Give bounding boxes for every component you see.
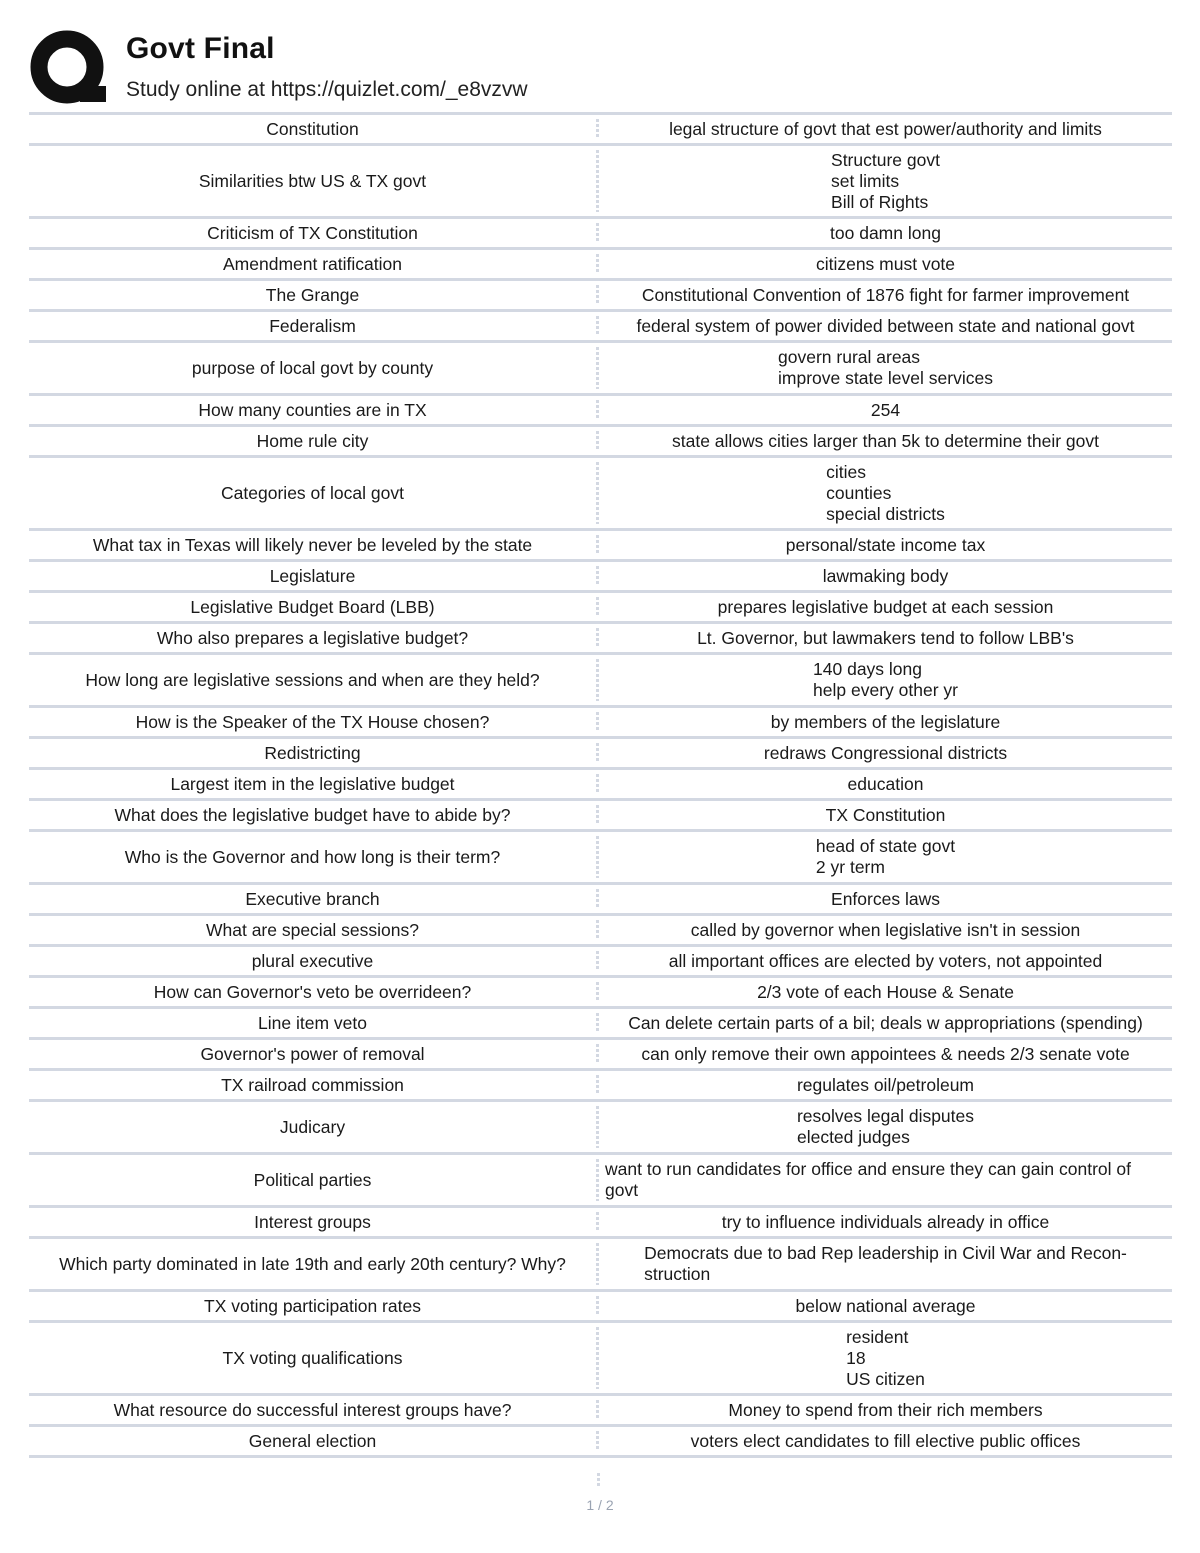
card-definition: want to run candidates for office and ensure they can gain control of govt	[605, 1159, 1131, 1200]
card-term: Home rule city	[256, 430, 369, 451]
card-row	[29, 593, 1172, 624]
card-row	[29, 885, 1172, 916]
card-definition-cell	[599, 531, 1172, 559]
card-row	[29, 947, 1172, 978]
card-definition-cell	[599, 1009, 1172, 1037]
card-definition: called by governor when legislative isn't in session	[690, 919, 1081, 940]
card-term: General election	[248, 1430, 377, 1451]
card-row	[29, 708, 1172, 739]
card-definition-cell	[599, 281, 1172, 309]
card-definition: 140 days long help every other yr	[813, 659, 958, 700]
card-definition: lawmaking body	[822, 565, 949, 586]
card-definition-cell	[599, 1155, 1172, 1205]
card-term: Largest item in the legislative budget	[170, 773, 455, 794]
card-definition: by members of the legislature	[770, 711, 1001, 732]
card-term: How is the Speaker of the TX House chosen?	[135, 711, 490, 732]
card-definition: head of state govt 2 yr term	[815, 836, 956, 877]
card-definition-cell	[599, 343, 1172, 393]
card-term: TX voting qualifications	[222, 1347, 403, 1368]
card-definition: 2/3 vote of each House & Senate	[757, 981, 1014, 1002]
card-definition: all important offices are elected by voters, not appointed	[668, 950, 1103, 971]
card-definition: personal/state income tax	[785, 534, 986, 555]
card-definition-cell	[599, 458, 1172, 528]
card-definition-cell	[599, 978, 1172, 1006]
card-definition-cell	[599, 1102, 1172, 1152]
card-definition-cell	[599, 1040, 1172, 1068]
card-definition: resident 18 US citizen	[846, 1326, 925, 1389]
card-definition-cell	[599, 1427, 1172, 1455]
flashcard-table	[29, 112, 1172, 1458]
card-row	[29, 343, 1172, 396]
card-term: Similarities btw US & TX govt	[198, 170, 427, 191]
card-row	[29, 1040, 1172, 1071]
card-row	[29, 562, 1172, 593]
card-definition-cell	[599, 1396, 1172, 1424]
card-row	[29, 1239, 1172, 1292]
card-term: How long are legislative sessions and when are they held?	[85, 669, 540, 690]
card-definition: citizens must vote	[815, 253, 956, 274]
page-number: 1 / 2	[586, 1497, 614, 1513]
card-definition: legal structure of govt that est power/authority and limits	[669, 118, 1102, 139]
card-definition-cell	[599, 562, 1172, 590]
card-term: Redistricting	[264, 742, 361, 763]
card-definition-cell	[599, 1239, 1172, 1289]
card-row	[29, 531, 1172, 562]
card-definition: Structure govt set limits Bill of Rights	[831, 149, 940, 212]
card-term: Legislative Budget Board (LBB)	[190, 596, 435, 617]
card-term: The Grange	[265, 284, 360, 305]
card-row	[29, 1208, 1172, 1239]
card-definition-cell	[599, 739, 1172, 767]
card-term: TX voting participation rates	[204, 1295, 421, 1316]
card-definition: resolves legal disputes elected judges	[796, 1106, 975, 1147]
card-definition-cell	[599, 250, 1172, 278]
quizlet-logo-icon	[30, 30, 108, 108]
card-definition-cell	[599, 885, 1172, 913]
card-row	[29, 250, 1172, 281]
card-definition: Money to spend from their rich members	[728, 1399, 1043, 1420]
card-definition: below national average	[795, 1295, 976, 1316]
card-definition-cell	[599, 770, 1172, 798]
card-definition: voters elect candidates to fill elective public offices	[690, 1430, 1081, 1451]
card-definition-cell	[599, 593, 1172, 621]
card-row	[29, 219, 1172, 250]
card-definition-cell	[599, 146, 1172, 216]
card-term: Federalism	[269, 315, 356, 336]
card-definition-cell	[599, 427, 1172, 455]
card-definition: Lt. Governor, but lawmakers tend to follow LBB's	[697, 627, 1074, 648]
card-row	[29, 770, 1172, 801]
card-row	[29, 916, 1172, 947]
card-definition: state allows cities larger than 5k to determine their govt	[671, 430, 1099, 451]
card-row	[29, 396, 1172, 427]
card-term: Which party dominated in late 19th and early 20th century? Why?	[59, 1253, 566, 1274]
card-term: plural executive	[251, 950, 374, 971]
card-row	[29, 1292, 1172, 1323]
page-header	[0, 0, 1200, 112]
card-row	[29, 1071, 1172, 1102]
card-definition: TX Constitution	[825, 804, 946, 825]
card-definition: Constitutional Convention of 1876 fight for farmer improvement	[641, 284, 1130, 305]
card-term: Executive branch	[245, 888, 380, 909]
card-row	[29, 832, 1172, 885]
card-definition-cell	[599, 708, 1172, 736]
card-term: Constitution	[266, 118, 359, 139]
card-row	[29, 1102, 1172, 1155]
card-term: Judicary	[279, 1116, 346, 1137]
card-term: What resource do successful interest groups have?	[113, 1399, 512, 1420]
card-definition: redraws Congressional districts	[763, 742, 1008, 763]
column-divider-tail	[597, 1473, 600, 1487]
card-definition-cell	[599, 219, 1172, 247]
card-definition-cell	[599, 801, 1172, 829]
card-term: What tax in Texas will likely never be leveled by the state	[92, 534, 533, 555]
card-definition: too damn long	[830, 222, 941, 243]
card-row	[29, 146, 1172, 219]
card-row	[29, 427, 1172, 458]
card-row	[29, 281, 1172, 312]
card-row	[29, 739, 1172, 770]
card-term: Criticism of TX Constitution	[207, 222, 418, 243]
card-definition: govern rural areas improve state level services	[778, 347, 993, 388]
card-term: Legislature	[269, 565, 356, 586]
card-term: Interest groups	[254, 1211, 371, 1232]
card-definition-cell	[599, 916, 1172, 944]
card-term: Who also prepares a legislative budget?	[156, 627, 469, 648]
card-definition: Enforces laws	[831, 888, 940, 909]
card-row	[29, 115, 1172, 146]
card-row	[29, 1323, 1172, 1396]
card-row	[29, 1396, 1172, 1427]
card-definition-cell	[599, 1208, 1172, 1236]
card-row	[29, 655, 1172, 708]
card-term: Line item veto	[258, 1012, 367, 1033]
card-term: Governor's power of removal	[200, 1043, 425, 1064]
card-definition: regulates oil/petroleum	[796, 1074, 975, 1095]
card-definition-cell	[599, 1071, 1172, 1099]
card-definition-cell	[599, 312, 1172, 340]
page-title: Govt Final	[126, 32, 275, 65]
card-definition: 254	[870, 399, 901, 420]
card-term: TX railroad commission	[221, 1074, 404, 1095]
card-term: Amendment ratification	[223, 253, 402, 274]
card-term: Political parties	[253, 1169, 372, 1190]
card-term: purpose of local govt by county	[191, 357, 434, 378]
card-definition: Can delete certain parts of a bil; deals w appropriations (spending)	[628, 1012, 1143, 1033]
card-definition-cell	[599, 1323, 1172, 1393]
card-definition-cell	[599, 396, 1172, 424]
card-definition-cell	[599, 655, 1172, 705]
study-online-link[interactable]: Study online at https://quizlet.com/_e8vzvw	[126, 78, 528, 101]
card-definition-cell	[599, 832, 1172, 882]
card-term: How can Governor's veto be overrideen?	[153, 981, 472, 1002]
card-row	[29, 1427, 1172, 1458]
card-definition-cell	[599, 115, 1172, 143]
card-definition: federal system of power divided between state and national govt	[636, 315, 1135, 336]
card-term: Who is the Governor and how long is their term?	[124, 846, 501, 867]
card-row	[29, 801, 1172, 832]
card-term: How many counties are in TX	[198, 399, 427, 420]
card-row	[29, 312, 1172, 343]
card-definition: try to influence individuals already in office	[721, 1211, 1050, 1232]
card-row	[29, 624, 1172, 655]
card-definition: Democrats due to bad Rep leadership in Civil War and Recon- struction	[644, 1243, 1127, 1284]
card-definition: cities counties special districts	[826, 461, 945, 524]
card-row	[29, 458, 1172, 531]
card-definition-cell	[599, 1292, 1172, 1320]
card-row	[29, 1155, 1172, 1208]
card-term: Categories of local govt	[221, 482, 404, 503]
card-definition: prepares legislative budget at each session	[717, 596, 1054, 617]
card-row	[29, 1009, 1172, 1040]
card-definition-cell	[599, 947, 1172, 975]
card-definition: can only remove their own appointees & needs 2/3 senate vote	[641, 1043, 1130, 1064]
card-row	[29, 978, 1172, 1009]
card-definition: education	[847, 773, 924, 794]
card-definition-cell	[599, 624, 1172, 652]
card-term: What are special sessions?	[205, 919, 420, 940]
card-term: What does the legislative budget have to abide by?	[114, 804, 511, 825]
